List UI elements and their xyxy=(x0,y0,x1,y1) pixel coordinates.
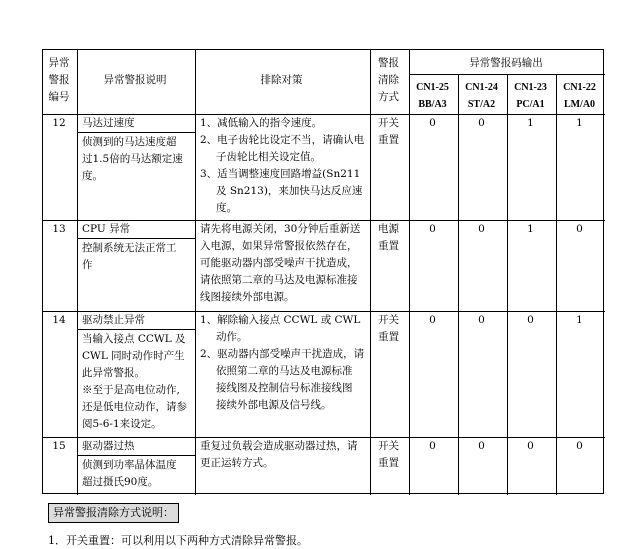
header-output-cn1-24 xyxy=(457,79,506,113)
header-output-title: 异常警报码输出 xyxy=(469,57,543,69)
code-cn1-22: 0 xyxy=(576,223,583,235)
header-text: CN1-23 xyxy=(514,82,547,93)
header-text: LM/A0 xyxy=(563,99,596,110)
header-text: ST/A2 xyxy=(467,99,496,110)
row-number: 13 xyxy=(52,223,66,235)
solution-line: 入电源，如果异常警报依然存在， xyxy=(200,240,358,252)
header-output-cn1-22 xyxy=(555,79,604,113)
clear-line: 电源 xyxy=(378,223,399,235)
row-description xyxy=(82,240,177,274)
header-solution: 排除对策 xyxy=(260,74,303,86)
row-clear-method xyxy=(369,221,408,255)
solution-line: 接线图及控制信号标准接线图 xyxy=(216,382,353,394)
description-line: 侦测到的马达速度超 xyxy=(82,136,177,148)
code-cn1-24: 0 xyxy=(478,223,485,235)
rule xyxy=(507,74,508,495)
rule xyxy=(77,238,195,239)
row-title: 驱动器过热 xyxy=(82,440,135,452)
code-cn1-24: 0 xyxy=(478,440,485,452)
clear-method-line-1: 1．开关重置：可以利用以下两种方式清除异常警报。 xyxy=(48,534,308,547)
code-cn1-25: 0 xyxy=(429,223,436,235)
clear-line: 开关 xyxy=(378,440,399,452)
solution-line: 3、适当调整速度回路增益(Sn211 xyxy=(200,168,361,180)
solution-line: 子齿轮比相关设定值。 xyxy=(216,151,321,163)
clear-method-heading: 异常警报清除方式说明： xyxy=(48,503,179,523)
rule xyxy=(77,329,195,330)
row-solution xyxy=(200,221,360,306)
code-cn1-22: 1 xyxy=(576,314,583,326)
solution-line: 依照第二章的马达及电源标准 xyxy=(216,365,353,377)
solution-line: 接续外部电源及信号线。 xyxy=(216,399,332,411)
solution-line: 2、驱动器内部受噪声干扰造成，请 xyxy=(200,348,365,360)
row-number: 14 xyxy=(52,314,66,326)
clear-line: 开关 xyxy=(378,117,399,129)
row-number: 15 xyxy=(52,440,66,452)
description-line: 作 xyxy=(82,259,93,271)
header-alarm-description: 异常警报说明 xyxy=(103,74,167,86)
rule xyxy=(77,132,195,133)
solution-line: 动作。 xyxy=(216,331,248,343)
code-cn1-23: 1 xyxy=(527,117,534,129)
code-cn1-23: 0 xyxy=(527,314,534,326)
header-clear-method xyxy=(369,55,408,106)
row-clear-method xyxy=(369,312,408,346)
clear-line: 开关 xyxy=(378,314,399,326)
row-clear-method xyxy=(369,115,408,149)
description-line: ※至于是高电位动作, xyxy=(82,384,180,396)
row-title: CPU 异常 xyxy=(82,223,131,235)
code-cn1-25: 0 xyxy=(429,440,436,452)
header-text: BB/A3 xyxy=(418,99,447,110)
code-cn1-22: 1 xyxy=(576,117,583,129)
clear-line: 重置 xyxy=(378,134,399,146)
description-line: CWL 同时动作时产生 xyxy=(82,350,185,362)
header-text: 编号 xyxy=(48,91,70,103)
header-text: CN1-22 xyxy=(563,82,596,93)
clear-line: 重置 xyxy=(378,240,399,252)
row-description xyxy=(82,457,177,491)
row-solution xyxy=(200,115,364,217)
code-cn1-24: 0 xyxy=(478,117,485,129)
row-solution xyxy=(200,312,364,414)
header-text: 方式 xyxy=(378,91,399,103)
description-line: 过1.5倍的马达额定速 xyxy=(82,153,183,165)
solution-line: 请依照第二章的马达及电源标准接 xyxy=(200,274,358,286)
row-solution xyxy=(200,438,358,472)
code-cn1-22: 0 xyxy=(576,440,583,452)
code-cn1-24: 0 xyxy=(478,314,485,326)
header-text: 警报 xyxy=(48,74,70,86)
header-alarm-number xyxy=(42,55,76,106)
clear-line: 重置 xyxy=(378,331,399,343)
solution-line: 重复过负载会造成驱动器过热，请 xyxy=(200,440,358,452)
header-text: CN1-24 xyxy=(465,82,498,93)
solution-line: 1、减低输入的指令速度。 xyxy=(200,117,323,129)
code-cn1-25: 0 xyxy=(429,314,436,326)
clear-line: 重置 xyxy=(378,457,399,469)
row-title: 马达过速度 xyxy=(82,117,135,129)
solution-line: 线图接续外部电源。 xyxy=(200,291,295,303)
rule xyxy=(458,74,459,495)
description-line: 当输入接点 CCWL 及 xyxy=(82,333,186,345)
code-cn1-23: 0 xyxy=(527,440,534,452)
rule xyxy=(195,50,196,495)
description-line: 度。 xyxy=(82,170,103,182)
row-description xyxy=(82,134,183,185)
solution-line: 可能驱动器内部受噪声干扰造成， xyxy=(200,257,358,269)
header-text: 清除 xyxy=(378,74,399,86)
row-description xyxy=(82,331,187,433)
solution-line: 更正运转方式。 xyxy=(200,457,274,469)
header-text: CN1-25 xyxy=(416,82,449,93)
solution-line: 请先将电源关闭，30分钟后重新送 xyxy=(200,223,361,235)
description-line: 此异常警报。 xyxy=(82,367,145,379)
header-output-cn1-25 xyxy=(408,79,457,113)
description-line: 控制系统无法正常工 xyxy=(82,242,177,254)
row-number: 12 xyxy=(52,117,66,129)
header-output-cn1-23 xyxy=(506,79,555,113)
code-cn1-25: 0 xyxy=(429,117,436,129)
header-text: 异常 xyxy=(48,57,70,69)
description-line: 还是低电位动作，请参 xyxy=(82,401,187,413)
solution-line: 1、解除输入接点 CCWL 或 CWL xyxy=(200,314,361,326)
row-title: 驱动禁止异常 xyxy=(82,314,145,326)
header-text: PC/A1 xyxy=(516,99,545,110)
rule xyxy=(77,50,78,495)
rule xyxy=(77,455,195,456)
code-cn1-23: 1 xyxy=(527,223,534,235)
solution-line: 及 Sn213)，来加快马达反应速 xyxy=(216,185,363,197)
row-clear-method xyxy=(369,438,408,472)
description-line: 超过摄氏90度。 xyxy=(82,476,159,488)
description-line: 侦测到功率晶体温度 xyxy=(82,459,177,471)
solution-line: 2、电子齿轮比设定不当，请确认电 xyxy=(200,134,365,146)
rule xyxy=(556,74,557,495)
description-line: 阅5-6-1来设定。 xyxy=(82,418,162,430)
solution-line: 度。 xyxy=(216,202,237,214)
header-text: 警报 xyxy=(378,57,399,69)
